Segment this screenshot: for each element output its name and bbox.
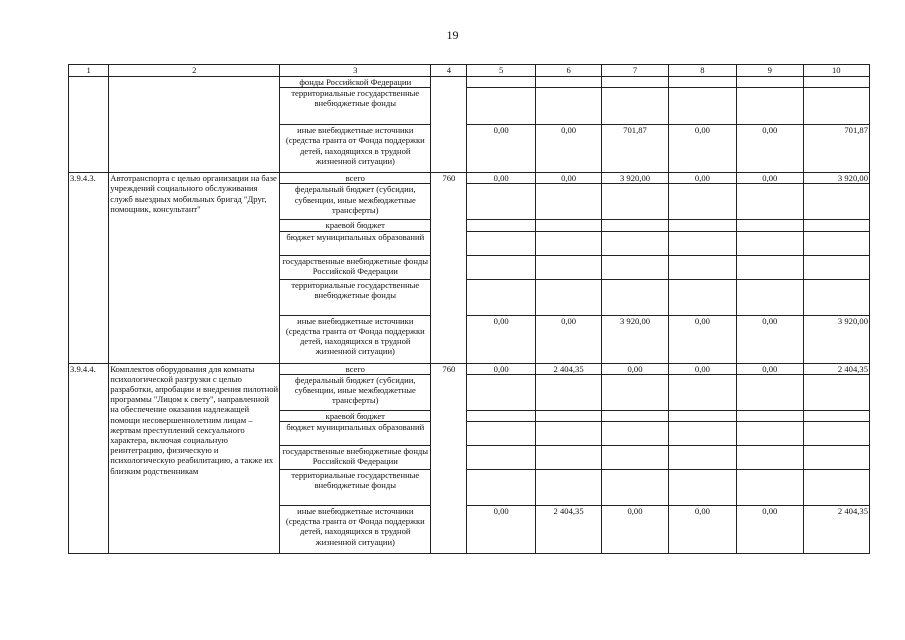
value-cell [535, 220, 601, 231]
value-cell [535, 470, 601, 506]
value-cell [467, 220, 535, 231]
value-cell: 701,87 [602, 125, 668, 173]
value-cell [668, 184, 736, 220]
value-cell: 0,00 [668, 363, 736, 374]
value-cell: 3 920,00 [602, 173, 668, 184]
column-number: 9 [737, 65, 803, 77]
value-cell: 0,00 [737, 363, 803, 374]
header-row [69, 65, 870, 77]
table-row [69, 77, 870, 88]
value-cell [467, 470, 535, 506]
value-cell [668, 470, 736, 506]
item-name: Автотранспорта с целью организации на базе учреждений социального обслуживания служб выездных мобильных бригад "Друг, помощник, консультант" [109, 173, 280, 363]
value-cell: 2 404,35 [803, 363, 869, 374]
value-cell [737, 184, 803, 220]
value-cell [602, 88, 668, 125]
source-state-funds: государственные внебюджетные фонды Российской Федерации [280, 255, 431, 279]
code-cell [69, 77, 109, 173]
source-federal: федеральный бюджет (субсидии, субвенции, иные межбюджетные трансферты) [280, 184, 431, 220]
value-cell [803, 231, 869, 255]
value-cell [737, 231, 803, 255]
source-cell: территориальные государственные внебюджетные фонды [280, 88, 431, 125]
item-code: 3.9.4.3. [69, 173, 109, 363]
source-cell: иные внебюджетные источники (средства гранта от Фонда поддержки детей, находящихся в трудной жизненной ситуации) [280, 125, 431, 173]
value-cell [737, 220, 803, 231]
table-row [69, 173, 870, 184]
value-cell [803, 184, 869, 220]
value-cell [602, 410, 668, 421]
value-cell [668, 279, 736, 315]
value-cell [602, 255, 668, 279]
source-regional: краевой бюджет [280, 410, 431, 421]
value-cell [535, 88, 601, 125]
source-regional: краевой бюджет [280, 220, 431, 231]
value-cell [737, 446, 803, 470]
column-number: 4 [431, 65, 467, 77]
table-row [69, 363, 870, 374]
value-cell [602, 77, 668, 88]
value-cell: 701,87 [803, 125, 869, 173]
value-cell [535, 184, 601, 220]
column-number: 1 [69, 65, 109, 77]
column-number: 8 [668, 65, 736, 77]
value-cell: 0,00 [737, 506, 803, 554]
value-cell [668, 446, 736, 470]
value-cell [535, 255, 601, 279]
value-cell: 0,00 [467, 125, 535, 173]
value-cell: 0,00 [535, 315, 601, 363]
value-cell: 3 920,00 [602, 315, 668, 363]
value-cell [467, 231, 535, 255]
column-number: 10 [803, 65, 869, 77]
source-municipal: бюджет муниципальных образований [280, 422, 431, 446]
value-cell [803, 374, 869, 410]
source-territorial-funds: территориальные государственные внебюджетные фонды [280, 279, 431, 315]
value-cell: 2 404,35 [535, 363, 601, 374]
value-cell: 0,00 [467, 506, 535, 554]
value-cell: 0,00 [668, 125, 736, 173]
col4-value: 760 [431, 363, 467, 553]
value-cell: 0,00 [602, 506, 668, 554]
value-cell [803, 77, 869, 88]
value-cell [467, 410, 535, 421]
value-cell: 0,00 [737, 173, 803, 184]
value-cell [803, 279, 869, 315]
value-cell [535, 374, 601, 410]
value-cell [737, 77, 803, 88]
value-cell [737, 88, 803, 125]
column-number: 6 [535, 65, 601, 77]
col4-value: 760 [431, 173, 467, 363]
value-cell [535, 279, 601, 315]
value-cell [737, 410, 803, 421]
value-cell [467, 77, 535, 88]
item-code: 3.9.4.4. [69, 363, 109, 553]
source-total: всего [280, 363, 431, 374]
source-state-funds: государственные внебюджетные фонды Российской Федерации [280, 446, 431, 470]
source-territorial-funds: территориальные государственные внебюджетные фонды [280, 470, 431, 506]
value-cell: 3 920,00 [803, 315, 869, 363]
value-cell [467, 446, 535, 470]
value-cell [803, 470, 869, 506]
value-cell [668, 88, 736, 125]
value-cell [737, 255, 803, 279]
value-cell: 0,00 [668, 506, 736, 554]
value-cell [737, 279, 803, 315]
value-cell: 0,00 [467, 363, 535, 374]
value-cell: 2 404,35 [535, 506, 601, 554]
value-cell: 0,00 [535, 125, 601, 173]
value-cell [535, 422, 601, 446]
value-cell [467, 279, 535, 315]
page-number: 19 [446, 28, 459, 42]
name-cell [109, 77, 280, 173]
source-municipal: бюджет муниципальных образований [280, 231, 431, 255]
value-cell [737, 470, 803, 506]
value-cell [467, 374, 535, 410]
value-cell [803, 410, 869, 421]
value-cell [737, 422, 803, 446]
value-cell [668, 422, 736, 446]
value-cell [602, 220, 668, 231]
value-cell [467, 255, 535, 279]
value-cell [602, 422, 668, 446]
value-cell: 0,00 [602, 363, 668, 374]
value-cell [668, 231, 736, 255]
value-cell [803, 446, 869, 470]
value-cell: 0,00 [467, 315, 535, 363]
column-number: 2 [109, 65, 280, 77]
source-other: иные внебюджетные источники (средства гранта от Фонда поддержки детей, находящихся в трудной жизненной ситуации) [280, 506, 431, 554]
value-cell [602, 279, 668, 315]
source-cell: фонды Российской Федерации [280, 77, 431, 88]
value-cell [803, 422, 869, 446]
value-cell [602, 231, 668, 255]
source-total: всего [280, 173, 431, 184]
value-cell: 0,00 [467, 173, 535, 184]
value-cell [602, 374, 668, 410]
value-cell: 0,00 [737, 315, 803, 363]
column-number: 7 [602, 65, 668, 77]
value-cell [602, 470, 668, 506]
value-cell [467, 422, 535, 446]
item-name: Комплектов оборудования для комнаты психологической разгрузки с целью разработки, апробации и внедрения пилотной программы "Лицом к свету", направленной на обеспечение оказания надлежащей помощи несовершеннолетним лицам – жертвам преступлений сексуального характера, включая социальную реинтеграцию, физическую и психологическую реабилитацию, а также их близким родственникам [109, 363, 280, 553]
value-cell: 0,00 [668, 315, 736, 363]
value-cell [803, 220, 869, 231]
value-cell [737, 374, 803, 410]
value-cell [467, 88, 535, 125]
value-cell [535, 446, 601, 470]
col4-cell [431, 77, 467, 173]
value-cell [668, 255, 736, 279]
value-cell [668, 220, 736, 231]
source-federal: федеральный бюджет (субсидии, субвенции, иные межбюджетные трансферты) [280, 374, 431, 410]
value-cell: 0,00 [535, 173, 601, 184]
value-cell [535, 410, 601, 421]
column-number: 5 [467, 65, 535, 77]
value-cell [602, 184, 668, 220]
value-cell [803, 88, 869, 125]
value-cell [467, 184, 535, 220]
budget-table [68, 64, 870, 554]
value-cell [602, 446, 668, 470]
value-cell [803, 255, 869, 279]
source-other: иные внебюджетные источники (средства гранта от Фонда поддержки детей, находящихся в трудной жизненной ситуации) [280, 315, 431, 363]
value-cell: 2 404,35 [803, 506, 869, 554]
value-cell [535, 77, 601, 88]
value-cell [668, 374, 736, 410]
value-cell [668, 77, 736, 88]
value-cell: 0,00 [737, 125, 803, 173]
value-cell [535, 231, 601, 255]
value-cell: 3 920,00 [803, 173, 869, 184]
value-cell [668, 410, 736, 421]
value-cell: 0,00 [668, 173, 736, 184]
column-number: 3 [280, 65, 431, 77]
